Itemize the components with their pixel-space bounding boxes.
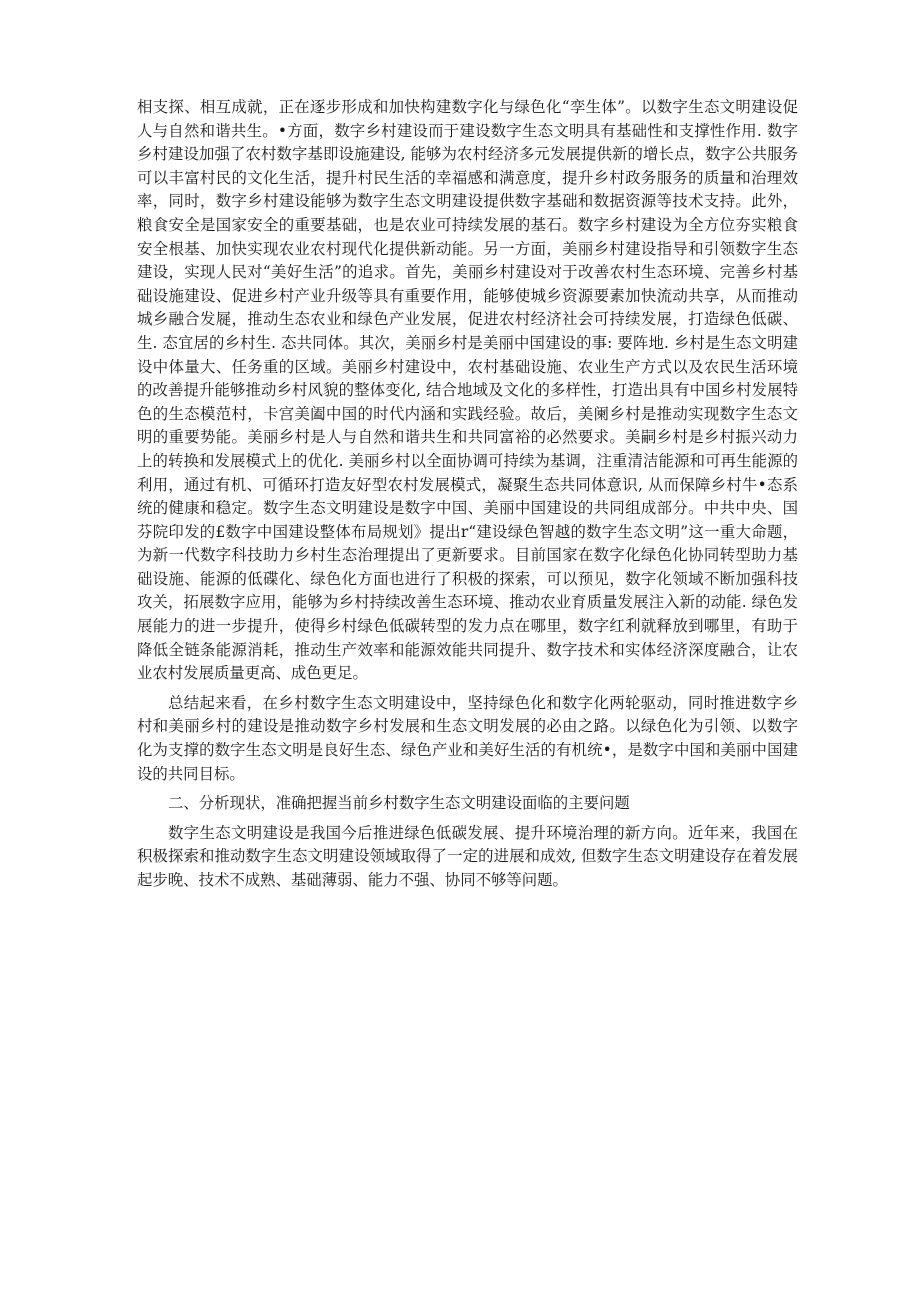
- body-paragraph-summary: 总结起来看，在乡村数字生态文明建设中，坚持绿色化和数字化两轮驱动，同时推进数字乡村和美丽乡村的建设是推动数字乡村发展和生态文明发展的必由之路。以绿色化为引领、以数字化为支撑的数字生态文明是良好生态、绿色产业和美好生活的有机统•，是数字中国和美丽中国建设的共同目标。: [137, 693, 798, 783]
- body-paragraph-continuation: 相支探、相互成就，正在逐步形成和加快构建数字化与绿色化“孪生体”。以数字生态文明建设促人与自然和谐共生。•方面，数字乡村建设而于建设数字生态文明具有基础性和支撑性作用. 数字乡村建设加强了农村数字基即设施建设, 能够为农村经济多元发展提供新的增长点，数字公共服务可以丰富村民的文化生活，提升村民生活的幸福感和满意度，提升乡村政务服务的质量和治理效率，同时，数字乡村建设能够为数字生态文明建设提供数字基础和数据资源等技术支持。此外，粮食安全是国家安全的重要基础，也是农业可持续发展的基石。数字乡村建设为全方位夯实粮食安全根基、加快实现农业农村现代化提供新动能。另一方面，美丽乡村建设指导和引领数字生态建设，实现人民对“美好生活”的追求。首先，美丽乡村建设对于改善农村生态环境、完善乡村基础设施建设、促进乡村产业升级等具有重要作用，能够使城乡资源要素加快流动共享，从而推动城乡融合发屣，推动生态农业和绿色产业发展，促进农村经济社会可持续发展，打造绿色低碳、生. 态宜居的乡村生. 态共同体。其次，美丽乡村是美丽中国建设的事: 要阵地. 乡村是生态文明建设中体量大、任务重的区域。美丽乡村建设中，农村基础设施、农业生产方式以及农民生活环境的改善提升能够推动乡村风貌的整体变化, 结合地域及文化的多样性，打造出具有中国乡村发展特色的生态模范村，卡宫美阖中国的时代内涵和实践经验。故后，美阑乡村是推动实现数字生态文明的重要势能。美丽乡村是人与自然和谐共生和共同富裕的必然要求。美嗣乡村是乡村振兴动力上的转换和发展模式上的优化. 美丽乡村以全面协调可持续为基调，注重清洁能源和可再生能源的利用，通过有机、可循环打造友好型农村发展模式，凝聚生态共同体意识, 从而保障乡村牛•态系统的健康和稳定。数字生态文明建设是数字中国、美丽中国建设的共同组成部分。中共中央、国芬院印发的£数字中国建设整体布局规划》提出r“建设绿色智越的数字生态文明”这一重大命题，为新一代数字科技助力乡村生态治理提出了更新要求。目前国家在数字化绿色化协同转型助力基础设施、能源的低碟化、绿色化方面也进行了积极的探索，可以预见，数字化领域不断加强科技攻关，拓展数字应用，能够为乡村持续改善生态环境、推动农业育质量发展注入新的动能. 绿色发展能力的进一步提升，使得乡村绿色低碳转型的发力点在哪里，数字红利就释放到哪里，有助于降低全链条能源消耗，推动生产效率和能源效能共同提升、数字技术和实体经济深度融合，让农业农村发展质量更高、成色更足。: [137, 98, 798, 683]
- section-heading: 二、分析现状，准确把握当前乡村数字生态文明建设面临的主要问题: [168, 794, 630, 813]
- document-page: [137, 96, 798, 893]
- body-paragraph-status: 数字生态文明建设是我国今后推进绿色低碳发展、提升环境治理的新方向。近年来，我国在积极探索和推动数字生态文明建设领域取得了一定的进展和成效, 但数字生态文明建设存在着发展起步晚、技术不成熟、基础薄弱、能力不强、协同不够等问题。: [137, 823, 798, 889]
